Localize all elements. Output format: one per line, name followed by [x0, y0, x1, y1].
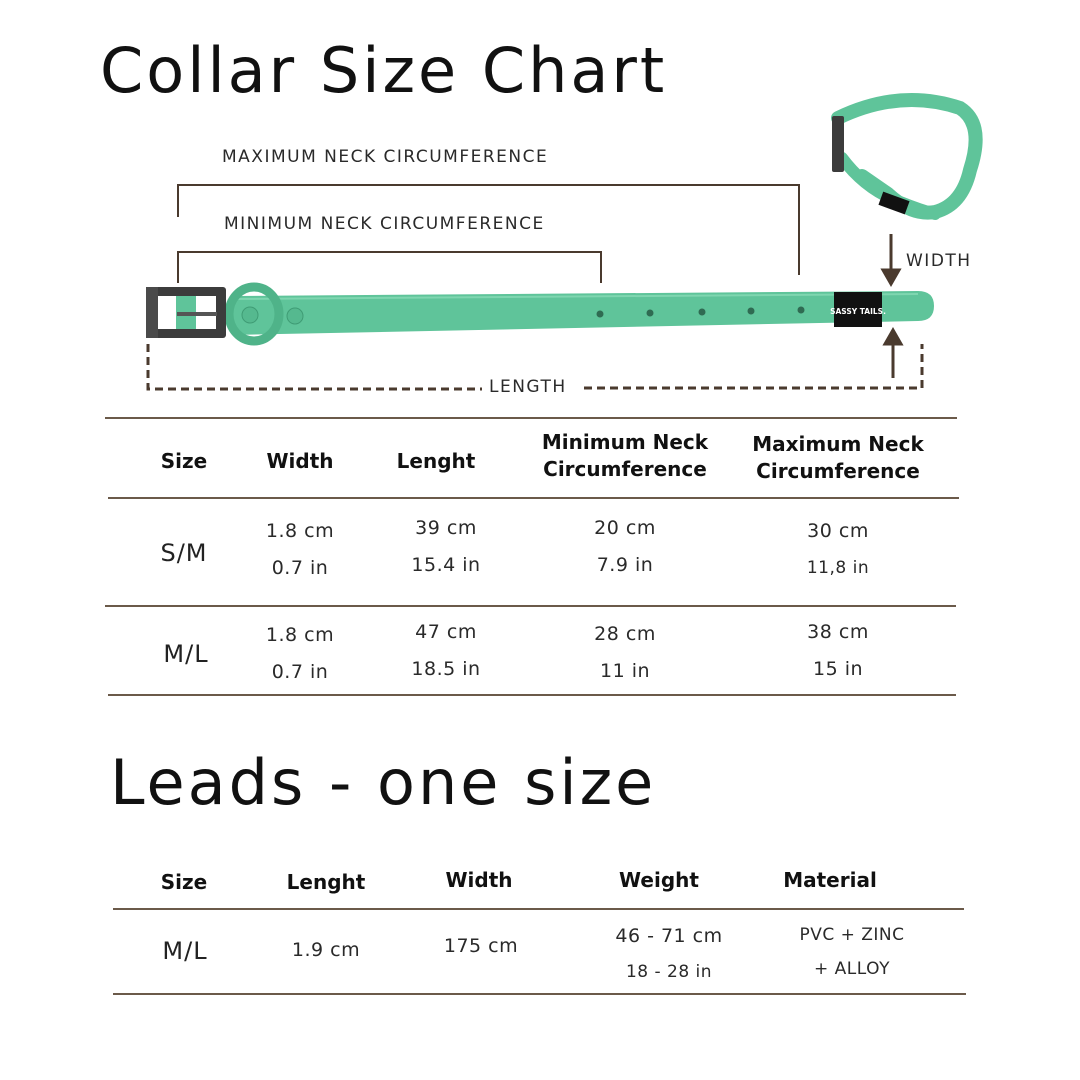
cell-value-in: 0.7 in [271, 661, 329, 683]
collar-title: Collar Size Chart [100, 34, 668, 107]
cell-value-in: 18 - 28 in [625, 962, 713, 982]
cell-length [411, 510, 480, 584]
min-circumference-bracket [178, 252, 601, 283]
cell-max-neck [807, 513, 869, 587]
header-length: Lenght [286, 870, 366, 894]
cell-value-cm: 39 cm [415, 517, 477, 539]
cell-min-neck [594, 510, 656, 584]
cell-value-cm: 28 cm [594, 623, 656, 645]
cell-value-cm: 38 cm [807, 621, 869, 643]
cell-width: 175 cm [443, 935, 519, 957]
header-min-neck [542, 429, 708, 483]
cell-value-in: 0.7 in [271, 557, 329, 579]
brand-tag: SASSY TAILS. [830, 307, 886, 316]
length-label: LENGTH [489, 377, 567, 397]
cell-length [411, 614, 480, 688]
max-circumference-bracket [178, 185, 799, 275]
cell-size: S/M [160, 539, 208, 567]
width-label: WIDTH [906, 251, 972, 271]
cell-value-cm: 1.8 cm [265, 520, 335, 542]
cell-width [266, 617, 334, 691]
cell-length: 1.9 cm [291, 939, 361, 961]
header-max-line1: Maximum Neck [752, 432, 924, 456]
cell-min-neck [594, 616, 656, 690]
cell-size: M/L [163, 640, 209, 668]
cell-width [266, 513, 334, 587]
table-rule [113, 993, 966, 995]
cell-value-cm: 30 cm [807, 520, 869, 542]
header-max-line2: Circumference [756, 459, 920, 483]
cell-weight [615, 918, 722, 990]
cell-value-in: 11 in [599, 660, 651, 682]
header-material: Material [783, 868, 877, 892]
header-max-neck [752, 431, 924, 485]
header-weight: Weight [619, 868, 699, 892]
cell-value-in: 15.4 in [411, 554, 481, 576]
header-min-line2: Circumference [543, 457, 707, 481]
table-rule [108, 694, 956, 696]
table-rule [108, 497, 959, 499]
cell-material-line2: + ALLOY [814, 959, 890, 979]
cell-value-cm: 1.8 cm [265, 624, 335, 646]
cell-value-cm: 20 cm [594, 517, 656, 539]
cell-value-cm: 47 cm [415, 621, 477, 643]
collar-strap [229, 287, 934, 341]
table-rule [105, 605, 956, 607]
cell-size: M/L [162, 937, 208, 965]
table-rule [113, 908, 964, 910]
header-size: Size [160, 870, 208, 894]
collar-diagram [0, 0, 1080, 420]
cell-value-in: 15 in [812, 658, 864, 680]
header-min-line1: Minimum Neck [541, 430, 709, 454]
curled-collar-image [832, 100, 976, 214]
cell-material [799, 918, 904, 986]
cell-value-in: 11,8 in [806, 558, 870, 578]
header-width: Width [266, 449, 334, 473]
table-rule [105, 417, 957, 419]
leads-title: Leads - one size [110, 746, 657, 819]
cell-value-in: 18.5 in [411, 658, 481, 680]
header-width: Width [445, 868, 513, 892]
buckle [146, 287, 226, 338]
min-circumference-label: MINIMUM NECK CIRCUMFERENCE [224, 214, 545, 234]
max-circumference-label: MAXIMUM NECK CIRCUMFERENCE [222, 147, 549, 167]
cell-value-cm: 46 - 71 cm [615, 925, 723, 947]
header-length: Lenght [396, 449, 476, 473]
cell-value-in: 7.9 in [596, 554, 654, 576]
cell-max-neck [807, 614, 869, 688]
cell-material-line1: PVC + ZINC [799, 925, 905, 945]
header-size: Size [160, 449, 208, 473]
